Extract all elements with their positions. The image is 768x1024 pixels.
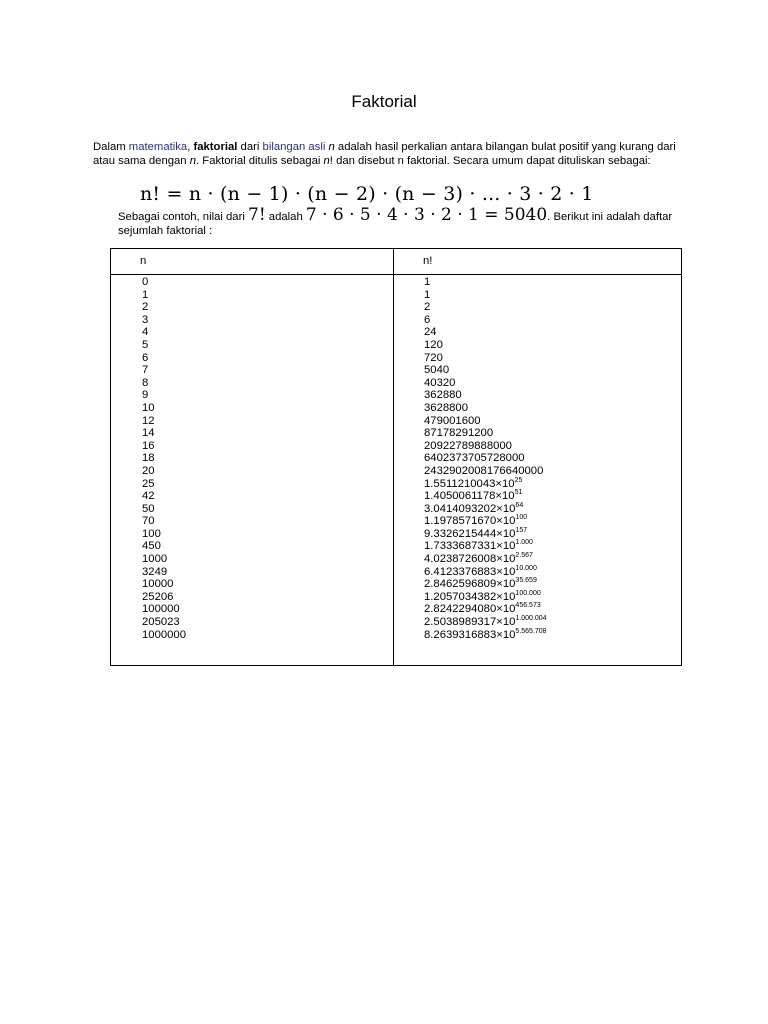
- factorial-value: 3628800: [424, 401, 468, 414]
- intro-text: adalah hasil perkalian antara bilangan bulat positif yang kurang dari atau sama dengan: [93, 141, 676, 167]
- factorial-value: 6: [424, 313, 431, 326]
- table-cell-n: 100: [142, 527, 161, 540]
- example-math: 7 · 6 · 5 · 4 · 3 · 2 · 1 = 5040: [305, 205, 548, 225]
- table-cell-n: 9: [142, 389, 149, 402]
- exponent: 5.565.708: [515, 627, 547, 635]
- example-paragraph: [118, 205, 678, 238]
- table-cell-n: 2: [142, 301, 149, 314]
- factorial-value: 87178291200: [424, 427, 494, 440]
- factorial-value: 2.8462596809×10: [424, 578, 516, 591]
- table-cell-factorial: [424, 289, 547, 302]
- exponent: 10.000: [515, 564, 537, 572]
- table-cell-n: 8: [142, 376, 149, 389]
- exponent: 157: [515, 526, 528, 534]
- factorial-value: 20922789888000: [424, 439, 512, 452]
- table-cell-n: 25206: [142, 590, 174, 603]
- table-cell-factorial: [424, 402, 547, 415]
- table-cell-n: 6: [142, 351, 149, 364]
- table-cell-n: 7: [142, 364, 149, 377]
- factorial-value: 2: [424, 301, 431, 314]
- var-n: n: [328, 141, 335, 153]
- example-math: 7!: [248, 205, 266, 225]
- factorial-value: 1.4050061178×10: [424, 490, 515, 503]
- link-bilangan-asli[interactable]: bilangan asli: [262, 141, 326, 153]
- intro-text: . Faktorial ditulis sebagai: [196, 154, 324, 167]
- exponent: 1.000.004: [515, 615, 547, 623]
- exponent: 100: [515, 514, 528, 522]
- table-cell-factorial: [424, 276, 547, 289]
- factorial-value: 40320: [424, 376, 456, 389]
- table-cell-factorial: [424, 478, 547, 491]
- table-cell-n: 12: [142, 414, 155, 427]
- table-cell-factorial: [424, 490, 547, 503]
- factorial-value: 479001600: [424, 414, 481, 427]
- table-cell-factorial: [424, 301, 547, 314]
- factorial-value: 1.7333687331×10: [424, 540, 516, 553]
- table-cell-n: 0: [142, 276, 149, 288]
- table-cell-factorial: [424, 503, 547, 516]
- column-n: [142, 276, 186, 641]
- table-cell-n: 18: [142, 452, 155, 465]
- exponent: 456.573: [515, 602, 541, 610]
- factorial-value: 6.4123376883×10: [424, 565, 516, 578]
- factorial-value: 1.2057034382×10: [424, 590, 516, 603]
- table-cell-n: 3: [142, 313, 149, 326]
- table-cell-factorial: [424, 465, 547, 478]
- factorial-value: 720: [424, 351, 443, 364]
- table-cell-factorial: [424, 377, 547, 390]
- factorial-value: 1: [424, 276, 431, 288]
- factorial-value: 9.3326215444×10: [424, 527, 516, 540]
- var-n: n: [323, 154, 330, 167]
- table-cell-n: 70: [142, 515, 155, 528]
- table-cell-factorial: [424, 314, 547, 327]
- table-cell-n: 25: [142, 477, 155, 490]
- table-cell-n: 14: [142, 427, 155, 440]
- table-cell-factorial: [424, 452, 547, 465]
- intro-text: ! dan disebut n faktorial. Secara umum dapat dituliskan sebagai:: [329, 154, 651, 167]
- exponent: 51: [514, 489, 523, 497]
- table-cell-factorial: [424, 515, 547, 528]
- table-cell-n: 4: [142, 326, 149, 339]
- factorial-value: 1.1978571670×10: [424, 515, 516, 528]
- table-cell-factorial: [424, 427, 547, 440]
- header-factorial: n!: [423, 255, 433, 267]
- table-cell-n: 20: [142, 464, 155, 477]
- exponent: 25: [514, 476, 523, 484]
- factorial-value: 120: [424, 338, 443, 351]
- example-text: Sebagai contoh, nilai dari: [118, 211, 249, 223]
- link-matematika[interactable]: matematika: [128, 141, 188, 153]
- table-cell-factorial: [424, 629, 547, 642]
- table-cell-factorial: [424, 352, 547, 365]
- table-cell-factorial: [424, 440, 547, 453]
- factorial-value: 8.2639316883×10: [424, 628, 516, 641]
- header-n: n: [140, 255, 147, 267]
- table-cell-n: 1: [142, 288, 149, 301]
- factorial-value: 362880: [424, 389, 462, 402]
- factorial-value: 2432902008176640000: [424, 464, 544, 477]
- example-text: adalah: [265, 211, 306, 223]
- table-cell-factorial: [424, 339, 547, 352]
- header-divider: [111, 274, 681, 275]
- factorial-value: 1: [424, 288, 431, 301]
- table-cell-n: 205023: [142, 616, 180, 629]
- exponent: 1.000: [515, 539, 533, 547]
- column-divider: [393, 249, 394, 665]
- factorial-value: 6402373705728000: [424, 452, 525, 465]
- table-cell-n: 50: [142, 502, 155, 515]
- page-title: Faktorial: [351, 92, 417, 111]
- exponent: 64: [515, 501, 524, 509]
- table-cell-n: 10: [142, 401, 155, 414]
- factorial-value: 3.0414093202×10: [424, 502, 516, 515]
- intro-text: dari: [237, 141, 263, 153]
- intro-text: Dalam: [93, 141, 129, 153]
- table-cell-factorial: [424, 415, 547, 428]
- factorial-value: 24: [424, 326, 437, 339]
- column-factorial: [424, 276, 547, 641]
- intro-text: ,: [187, 141, 194, 153]
- exponent: 2.567: [515, 552, 533, 560]
- intro-paragraph: [93, 141, 683, 168]
- table-cell-n: 1000: [142, 553, 168, 566]
- factorial-value: 2.5038989317×10: [424, 616, 516, 629]
- table-cell-n: 3249: [142, 565, 168, 578]
- table-cell-n: 16: [142, 439, 155, 452]
- table-cell-factorial: [424, 364, 547, 377]
- table-cell-n: 1000000: [142, 628, 186, 641]
- table-cell-n: 42: [142, 490, 155, 503]
- exponent: 100.000: [515, 589, 541, 597]
- table-cell-n: 100000: [142, 603, 180, 616]
- factorial-value: 2.8242294080×10: [424, 603, 516, 616]
- var-n: n: [189, 154, 197, 167]
- term-faktorial: faktorial: [193, 141, 238, 153]
- factorial-value: 4.0238726008×10: [424, 553, 516, 566]
- table-cell-n: 450: [142, 540, 161, 553]
- table-cell-factorial: [424, 326, 547, 339]
- factorial-table: [110, 248, 682, 666]
- factorial-value: 5040: [424, 364, 450, 377]
- table-cell-factorial: [424, 389, 547, 402]
- exponent: 35.659: [515, 577, 537, 585]
- factorial-formula: n! = n · (n − 1) · (n − 2) · (n − 3) · ... · 3 · 2 · 1: [140, 183, 594, 205]
- factorial-value: 1.5511210043×10: [424, 477, 515, 490]
- table-cell-n: 10000: [142, 578, 174, 591]
- table-cell-n: 5: [142, 338, 149, 351]
- example-text: . Berikut ini adalah daftar sejumlah faktorial :: [118, 211, 673, 237]
